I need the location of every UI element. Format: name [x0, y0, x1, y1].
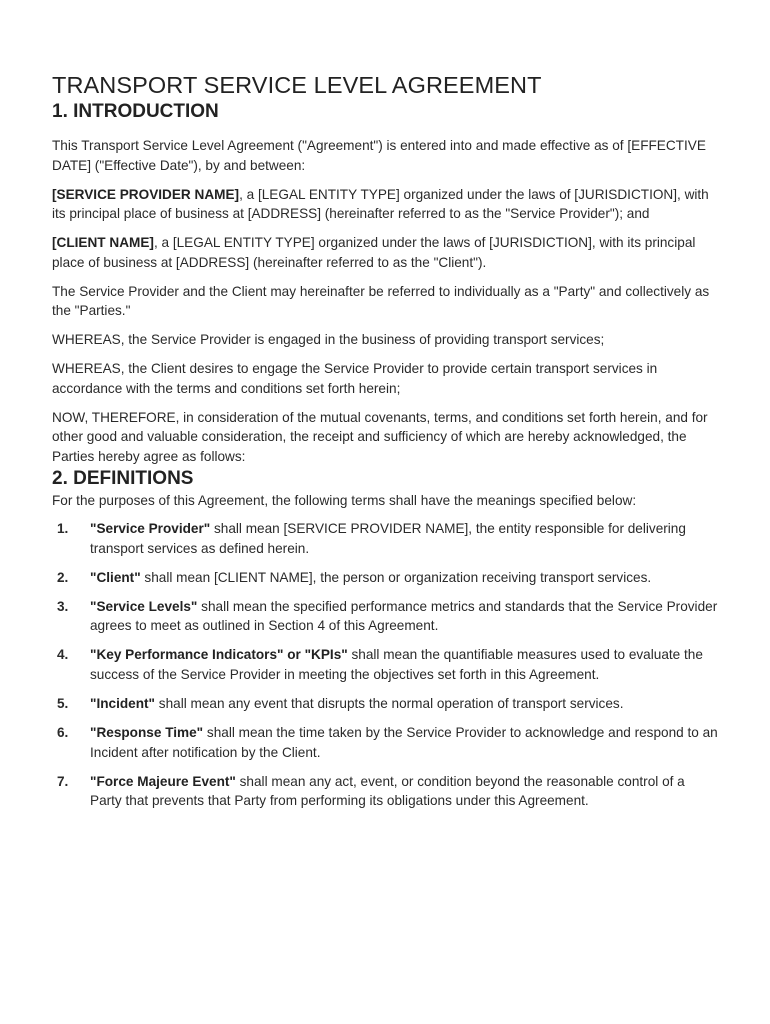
list-item [52, 645, 718, 684]
definition-body: shall mean the quantifiable measures used to evaluate the success of the Service Provider in meeting the objectives set forth in this Agreement. [90, 647, 703, 682]
list-item [52, 568, 718, 588]
list-item [52, 694, 718, 714]
list-item-text [90, 694, 718, 714]
definitions-list [52, 519, 718, 810]
client-details: , a [LEGAL ENTITY TYPE] organized under the laws of [JURISDICTION], with its principal place of business at [ADDRESS] (hereinafter referred to as the "Client"). [52, 235, 696, 270]
defined-term: "Force Majeure Event" [90, 773, 236, 789]
list-item-text [90, 519, 718, 558]
definition-body: shall mean [SERVICE PROVIDER NAME], the entity responsible for delivering transport services as defined herein. [90, 521, 686, 556]
definition-body: shall mean any act, event, or condition beyond the reasonable control of a Party that prevents that Party from performing its obligations under this Agreement. [90, 773, 685, 809]
list-item-number: 1. [57, 521, 69, 537]
definitions-heading: 2. DEFINITIONS [52, 467, 194, 489]
list-item [52, 597, 718, 636]
parties-paragraph: The Service Provider and the Client may hereinafter be referred to individually as a "Party" and collectively as the "Parties." [52, 283, 710, 319]
list-item [52, 772, 718, 811]
definitions-intro: For the purposes of this Agreement, the following terms shall have the meanings specified below: [52, 492, 637, 508]
service-provider-paragraph [52, 185, 718, 224]
now-therefore-paragraph: NOW, THEREFORE, in consideration of the mutual covenants, terms, and conditions set forth herein, and for other good and valuable consideration, the receipt and sufficiency of which are hereby acknowledged, the Parties hereby agree as follows: [52, 409, 708, 465]
definition-body: shall mean the specified performance metrics and standards that the Service Provider agrees to meet as outlined in Section 4 of this Agreement. [90, 598, 718, 634]
whereas-client-paragraph: WHEREAS, the Client desires to engage the Service Provider to provide certain transport services in accordance with the terms and conditions set forth herein; [52, 361, 658, 396]
list-item-text [90, 772, 718, 811]
list-item-text [90, 723, 718, 762]
client-paragraph [52, 233, 718, 272]
list-item-number: 3. [57, 598, 69, 614]
service-provider-details: , a [LEGAL ENTITY TYPE] organized under the laws of [JURISDICTION], with its principal place of business at [ADDRESS] (hereinafter referred to as the "Service Provider"); and [52, 186, 709, 222]
defined-term: "Incident" [90, 695, 156, 711]
introduction-heading: 1. INTRODUCTION [52, 101, 219, 122]
whereas-provider-paragraph: WHEREAS, the Service Provider is engaged in the business of providing transport services; [52, 332, 605, 348]
list-item [52, 723, 718, 762]
client-name: [CLIENT NAME] [52, 235, 154, 251]
defined-term: "Response Time" [90, 724, 204, 740]
defined-term: "Service Provider" [90, 521, 211, 537]
definition-body: shall mean any event that disrupts the normal operation of transport services. [155, 695, 624, 711]
list-item-text [90, 568, 718, 588]
defined-term: "Key Performance Indicators" or "KPIs" [90, 647, 348, 663]
document-title: TRANSPORT SERVICE LEVEL AGREEMENT [52, 72, 542, 98]
definition-body: shall mean [CLIENT NAME], the person or organization receiving transport services. [140, 569, 652, 585]
list-item-number: 5. [57, 695, 69, 711]
list-item-number: 2. [57, 569, 69, 585]
list-item-text [90, 597, 718, 636]
list-item [52, 519, 718, 558]
list-item-number: 7. [57, 773, 69, 789]
list-item-number: 6. [57, 724, 69, 740]
service-provider-name: [SERVICE PROVIDER NAME] [52, 186, 240, 202]
list-item-text [90, 645, 718, 684]
defined-term: "Client" [90, 569, 141, 585]
introduction-section [52, 136, 718, 467]
list-item-number: 4. [57, 647, 69, 663]
defined-term: "Service Levels" [90, 598, 198, 614]
effective-date-paragraph: This Transport Service Level Agreement ("Agreement") is entered into and made effective as of [EFFECTIVE DATE] ("Effective Date"), by and between: [52, 138, 706, 173]
definition-body: shall mean the time taken by the Service Provider to acknowledge and respond to an Incident after notification by the Client. [90, 724, 718, 760]
